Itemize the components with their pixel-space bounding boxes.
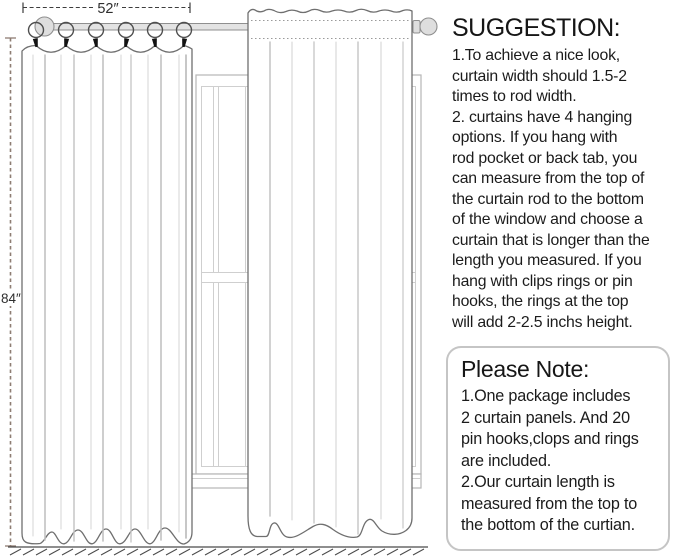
note-line: pin hooks,clops and rings [461, 430, 639, 448]
left-curtain-panel [22, 46, 192, 545]
suggestion-line: options. If you hang with [452, 129, 618, 146]
suggestion-title: SUGGESTION: [452, 14, 621, 42]
suggestion-line: can measure from the top of [452, 170, 645, 187]
suggestion-line: 2. curtains have 4 hanging [452, 108, 633, 126]
curtain-clip [123, 38, 129, 47]
curtain-clip [93, 38, 99, 47]
floor [8, 547, 428, 555]
note-box [446, 346, 670, 551]
curtain-length-label: 84″ [1, 291, 21, 306]
suggestion-line: times to rod width. [452, 88, 577, 105]
note-line: 2.Our curtain length is [461, 473, 615, 491]
note-line: measured from the top to [461, 494, 638, 513]
right-curtain-panel [248, 9, 412, 537]
curtain-clips [33, 38, 187, 47]
suggestion-line: the curtain rod to the bottom [452, 190, 644, 208]
suggestion-line: will add 2-2.5 inchs height. [452, 313, 633, 331]
suggestion-line: rod pocket or back tab, you [452, 149, 638, 167]
rod-finial-left [35, 17, 54, 36]
note-line: are included. [461, 451, 552, 470]
note-line: 1.One package includes [461, 387, 631, 405]
rod-width-dimension [23, 1, 190, 17]
rod-width-label: 52″ [97, 1, 119, 17]
suggestion-section [452, 12, 679, 333]
curtain-clip [63, 38, 69, 47]
note-title: Please Note: [461, 356, 590, 382]
rod-finial-neck [413, 21, 420, 34]
suggestion-line: length you measured. If you [452, 252, 642, 269]
floor-hatch [10, 549, 424, 555]
suggestion-line: curtain that is longer than the [452, 231, 650, 249]
curtain-length-dimension [0, 38, 21, 546]
suggestion-line: curtain width should 1.5-2 [452, 67, 627, 85]
suggestion-line: hang with clips rings or pin [452, 272, 633, 290]
note-line: the bottom of the curtian. [461, 516, 635, 534]
suggestion-line: of the window and choose a [452, 211, 643, 228]
curtain-clip [152, 38, 158, 47]
suggestion-line: hooks, the rings at the top [452, 293, 629, 310]
note-line: 2 curtain panels. And 20 [461, 408, 630, 427]
rod-finial-right [420, 18, 437, 35]
suggestion-line: 1.To achieve a nice look, [452, 47, 620, 64]
